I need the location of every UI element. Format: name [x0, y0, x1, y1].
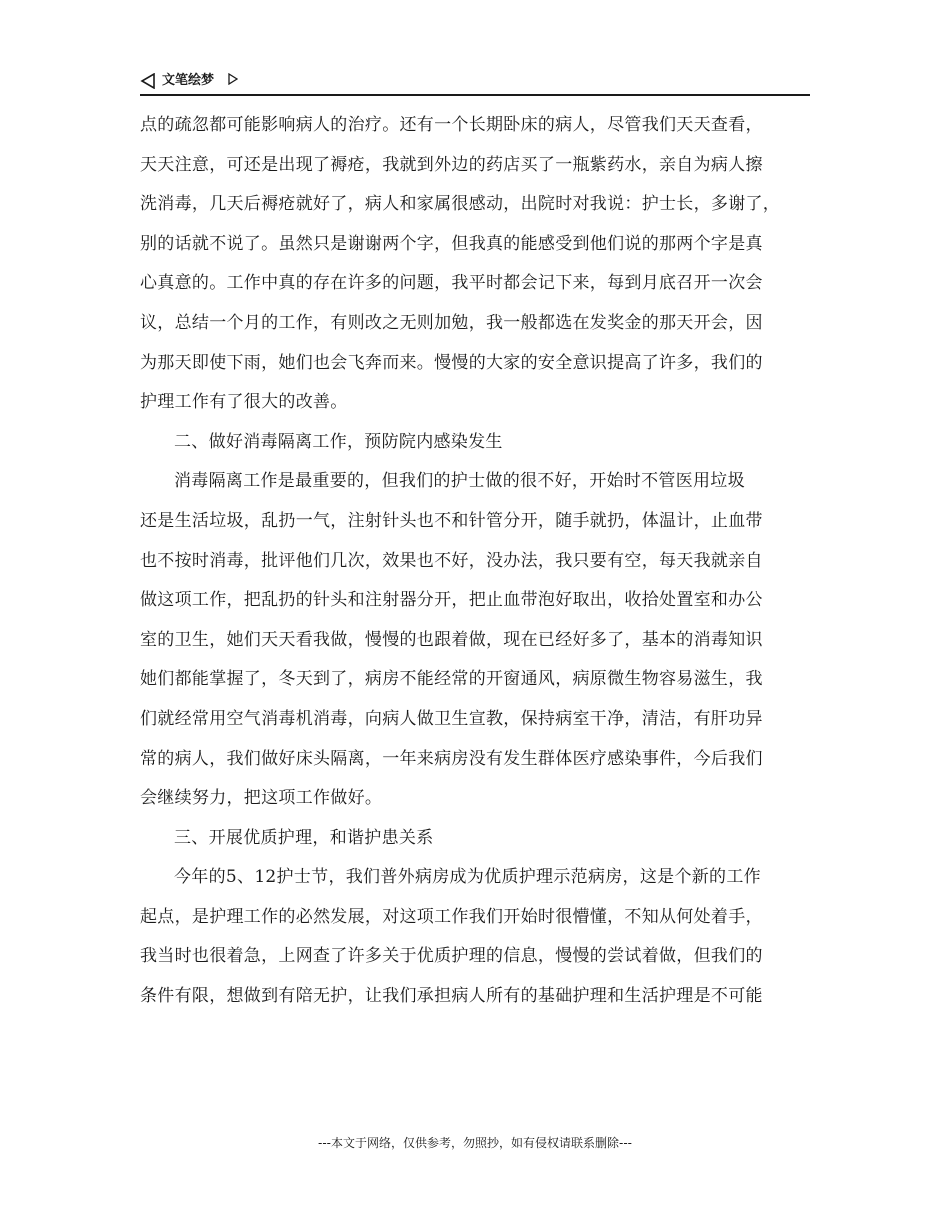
- text-line: 们就经常用空气消毒机消毒，向病人做卫生宣教，保持病室干净，清洁，有肝功异: [140, 708, 763, 729]
- document-body: [140, 106, 820, 1017]
- triangle-left-icon[interactable]: [140, 73, 156, 89]
- text-line: 也不按时消毒，批评他们几次，效果也不好，没办法，我只要有空，每天我就亲自: [140, 550, 763, 571]
- text-line: 起点，是护理工作的必然发展，对这项工作我们开始时很懵懂，不知从何处着手，: [140, 906, 763, 927]
- text-line: 她们都能掌握了，冬天到了，病房不能经常的开窗通风，病原微生物容易滋生，我: [140, 669, 763, 690]
- text-line: 别的话就不说了。虽然只是谢谢两个字，但我真的能感受到他们说的那两个字是真: [140, 233, 763, 254]
- text-line: 点的疏忽都可能影响病人的治疗。还有一个长期卧床的病人，尽管我们天天查看，: [140, 115, 763, 135]
- text-line: 做这项工作，把乱扔的针头和注射器分开，把止血带泡好取出，收拾处置室和办公: [140, 590, 763, 611]
- text-line: 会继续努力，把这项工作做好。: [140, 788, 383, 809]
- text-line: 洗消毒，几天后褥疮就好了，病人和家属很感动，出院时对我说：护士长，多谢了，: [140, 194, 781, 215]
- text-line: 室的卫生，她们天天看我做，慢慢的也跟着做，现在已经好多了，基本的消毒知识: [140, 629, 763, 650]
- section-heading: 三、开展优质护理，和谐护患关系: [174, 827, 434, 848]
- text-line: 条件有限，想做到有陪无护，让我们承担病人所有的基础护理和生活护理是不可能: [140, 986, 763, 1007]
- text-line: 常的病人，我们做好床头隔离，一年来病房没有发生群体医疗感染事件，今后我们: [140, 748, 763, 769]
- page-header: [140, 70, 810, 96]
- text-line: 还是生活垃圾，乱扔一气，注射针头也不和针管分开，随手就扔，体温计，止血带: [140, 510, 763, 531]
- text-line: 天天注意，可还是出现了褥疮，我就到外边的药店买了一瓶紫药水，亲自为病人擦: [140, 154, 763, 175]
- text-line: 消毒隔离工作是最重要的，但我们的护士做的很不好，开始时不管医用垃圾: [174, 471, 745, 492]
- text-line: 今年的5、12护士节，我们普外病房成为优质护理示范病房，这是个新的工作: [174, 867, 761, 888]
- triangle-right-icon[interactable]: [228, 73, 238, 85]
- text-line: 护理工作有了很大的改善。: [140, 392, 348, 413]
- text-line: 心真意的。工作中真的存在许多的问题，我平时都会记下来，每到月底召开一次会: [140, 273, 763, 294]
- text-line: 为那天即使下雨，她们也会飞奔而来。慢慢的大家的安全意识提高了许多，我们的: [140, 352, 763, 373]
- text-line: 议，总结一个月的工作，有则改之无则加勉，我一般都选在发奖金的那天开会，因: [140, 312, 763, 333]
- footer-disclaimer: ---本文于网络，仅供参考，勿照抄，如有侵权请联系删除---: [318, 1136, 632, 1150]
- section-heading: 二、做好消毒隔离工作，预防院内感染发生: [174, 431, 503, 452]
- text-line: 我当时也很着急，上网查了许多关于优质护理的信息，慢慢的尝试着做，但我们的: [140, 946, 763, 967]
- header-title: 文笔绘梦: [162, 73, 215, 88]
